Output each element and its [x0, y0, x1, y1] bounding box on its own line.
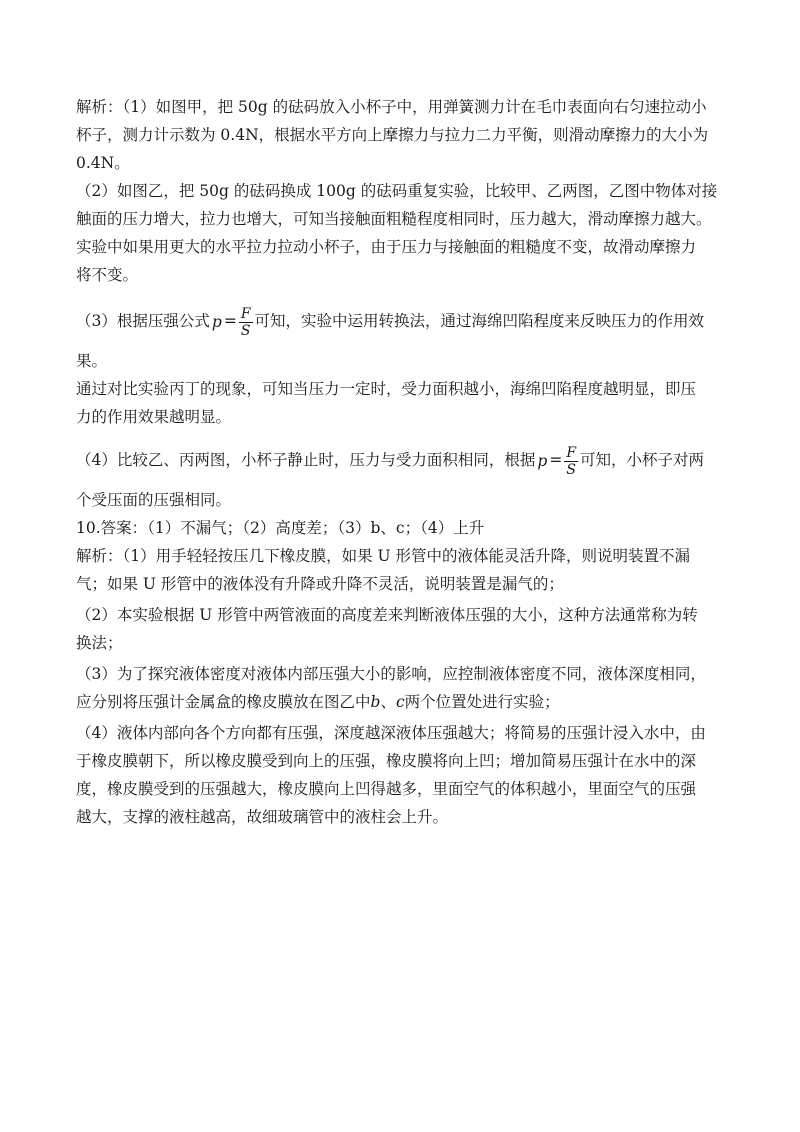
- pressure-symbol: p: [537, 452, 548, 470]
- text-line: 果。: [76, 352, 108, 370]
- q9-analysis-part3: [76, 295, 728, 431]
- fraction-numerator: F: [240, 305, 251, 322]
- fraction-denominator: S: [566, 461, 576, 478]
- text-line: （2）如图乙，把 50g 的砝码换成 100g 的砝码重复实验，比较甲、乙两图，乙图中物体对接: [76, 182, 718, 200]
- q9-analysis-part1: [76, 93, 728, 177]
- equals-sign: =: [549, 451, 563, 469]
- text-line: （2）本实验根据 U 形管中两管液面的高度差来判断液体压强的大小，这种方法通常称为转: [76, 606, 698, 624]
- text-line: 可知，小杯子对两: [580, 451, 705, 469]
- pressure-fraction: [239, 306, 253, 339]
- text-line: 可知，实验中运用转换法，通过海绵凹陷程度来反映压力的作用效: [254, 312, 705, 330]
- q10-analysis-part1: [76, 542, 728, 598]
- text-line: 度，橡皮膜受到的压强越大，橡皮膜向上凹得越多，里面空气的体积越小，里面空气的压强: [76, 780, 697, 798]
- fraction-numerator: F: [566, 444, 577, 461]
- text-line: 于橡皮膜朝下，所以橡皮膜受到向上的压强，橡皮膜将向上凹；增加简易压强计在水中的深: [76, 752, 697, 770]
- equals-sign: =: [223, 312, 237, 330]
- formula-line: [76, 434, 728, 486]
- text-line: 0.4N。: [76, 154, 130, 172]
- fraction-denominator: S: [240, 322, 251, 339]
- answer-line: 10.答案：（1）不漏气；（2）高度差；（3）b、c；（4）上升: [76, 519, 485, 537]
- text-line: 触面的压力增大，拉力也增大，可知当接触面粗糙程度相同时，压力越大，滑动摩擦力越大。: [76, 210, 712, 228]
- text-line: 气；如果 U 形管中的液体没有升降或升降不灵活，说明装置是漏气的；: [76, 575, 564, 593]
- text-line: （4）比较乙、丙两图，小杯子静止时，压力与受力面积相同，根据: [76, 451, 536, 469]
- document-body: [76, 93, 728, 831]
- text-line: 杯子，测力计示数为 0.4N，根据水平方向上摩擦力与拉力二力平衡，则滑动摩擦力的大小为: [76, 126, 709, 144]
- position-c-label: c: [395, 693, 405, 711]
- text-line: 解析：（1）用手轻轻按压几下橡皮膜，如果 U 形管中的液体能灵活升降，则说明装置不漏: [76, 547, 691, 565]
- position-b-label: b: [370, 693, 381, 711]
- text-line: 将不变。: [76, 266, 139, 284]
- text-line: 应分别将压强计金属盒的橡皮膜放在图乙中: [76, 693, 371, 711]
- q9-analysis-part2: [76, 177, 728, 289]
- separator: 、: [380, 693, 396, 711]
- text-line: 解析：（1）如图甲，把 50g 的砝码放入小杯子中，用弹簧测力计在毛巾表面向右匀速拉动小: [76, 98, 707, 116]
- formula-line: [76, 295, 728, 347]
- q10-analysis-part3: [76, 660, 728, 716]
- pressure-symbol: p: [211, 313, 222, 331]
- text-line: 通过对比实验丙丁的现象，可知当压力一定时，受力面积越小，海绵凹陷程度越明显，即压: [76, 380, 697, 398]
- text-line: 越大，支撑的液柱越高，故细玻璃管中的液柱会上升。: [76, 808, 449, 826]
- q10-analysis-part4: [76, 719, 728, 831]
- text-line: 个受压面的压强相同。: [76, 491, 232, 509]
- q10-analysis-part2: [76, 601, 728, 657]
- text-line: （3）为了探究液体密度对液体内部压强大小的影响，应控制液体密度不同，液体深度相同，: [76, 665, 706, 683]
- q9-analysis-part4: [76, 434, 728, 514]
- text-line: （4）液体内部向各个方向都有压强，深度越深液体压强越大；将简易的压强计浸入水中，由: [76, 724, 706, 742]
- pressure-fraction: [564, 445, 578, 478]
- q10-answer: [76, 514, 728, 542]
- text-line: （3）根据压强公式: [76, 312, 210, 330]
- text-line: 实验中如果用更大的水平拉力拉动小杯子，由于压力与接触面的粗糙度不变，故滑动摩擦力: [76, 238, 697, 256]
- text-line: 换法；: [76, 634, 123, 652]
- text-line: 两个位置处进行实验；: [404, 693, 560, 711]
- text-line: 力的作用效果越明显。: [76, 408, 232, 426]
